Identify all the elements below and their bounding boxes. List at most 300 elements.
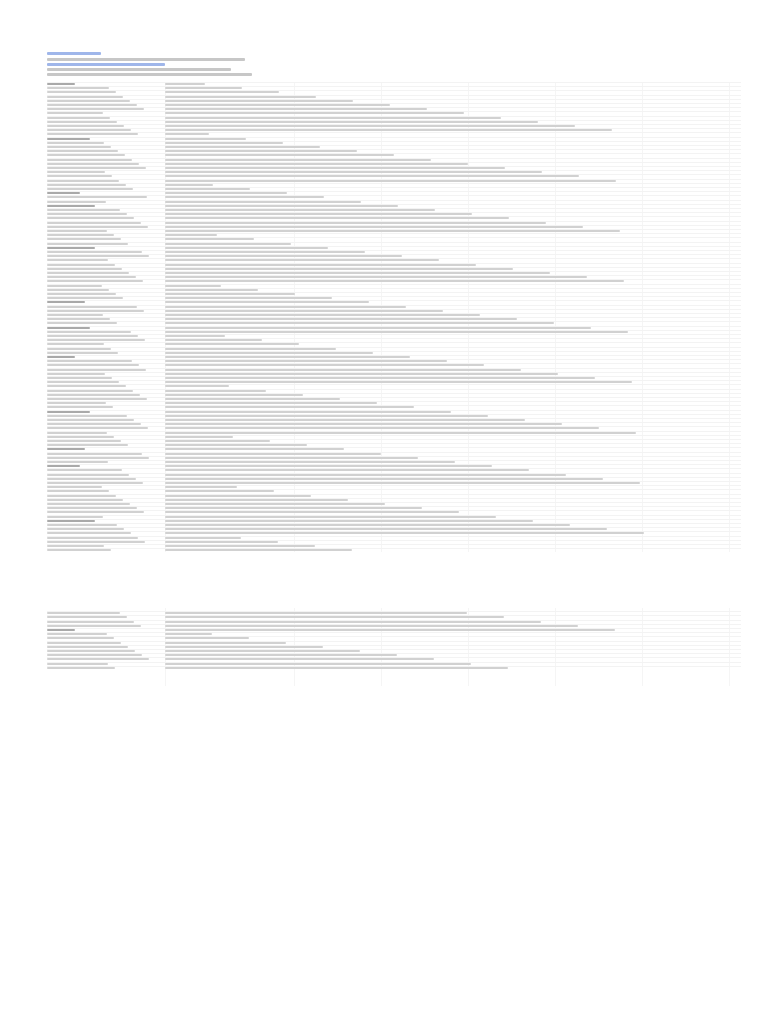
row-rule — [47, 485, 741, 486]
table-cell-label — [47, 293, 116, 295]
table-cell-label — [47, 453, 142, 455]
row-rule — [47, 145, 741, 146]
table-cell-value — [165, 180, 616, 182]
row-rule — [47, 187, 741, 188]
table-cell-value — [165, 381, 632, 383]
table-cell-value — [165, 146, 320, 148]
table-cell-label — [47, 390, 133, 392]
table-cell-label — [47, 423, 141, 425]
table-cell-label — [47, 436, 114, 438]
table-cell-label — [47, 625, 141, 627]
table-cell-value — [165, 524, 570, 526]
table-cell-value — [165, 301, 369, 303]
table-cell-label — [47, 621, 134, 623]
table-cell-label — [47, 356, 75, 358]
table-cell-value — [165, 142, 283, 144]
table-cell-label — [47, 83, 75, 85]
table-cell-value — [165, 415, 488, 417]
table-cell-value — [165, 108, 427, 110]
row-rule — [47, 443, 741, 444]
table-cell-value — [165, 209, 435, 211]
row-rule — [47, 132, 741, 133]
row-rule — [47, 338, 741, 339]
table-cell-value — [165, 293, 295, 295]
table-cell-value — [165, 243, 291, 245]
row-rule — [47, 99, 741, 100]
table-cell-value — [165, 327, 591, 329]
table-cell-label — [47, 276, 136, 278]
table-cell-label — [47, 650, 135, 652]
row-rule — [47, 250, 741, 251]
table-cell-label — [47, 633, 107, 635]
row-rule — [47, 645, 741, 646]
header-link-line[interactable] — [47, 52, 101, 55]
row-rule — [47, 195, 741, 196]
table-cell-value — [165, 201, 361, 203]
table-cell-label — [47, 541, 145, 543]
table-cell-label — [47, 217, 134, 219]
row-rule — [47, 548, 741, 549]
table-cell-value — [165, 373, 558, 375]
table-cell-value — [165, 427, 599, 429]
table-cell-value — [165, 175, 579, 177]
table-cell-value — [165, 616, 504, 618]
table-cell-value — [165, 213, 472, 215]
table-cell-label — [47, 474, 129, 476]
table-cell-label — [47, 520, 95, 522]
table-cell-value — [165, 331, 628, 333]
table-cell-value — [165, 532, 644, 534]
table-cell-value — [165, 272, 550, 274]
table-cell-label — [47, 234, 114, 236]
table-cell-label — [47, 201, 106, 203]
row-rule — [47, 347, 741, 348]
table-cell-value — [165, 339, 262, 341]
table-cell-label — [47, 230, 107, 232]
table-cell-value — [165, 448, 344, 450]
table-cell-label — [47, 642, 121, 644]
table-cell-label — [47, 482, 143, 484]
table-cell-label — [47, 507, 137, 509]
row-rule — [47, 90, 741, 91]
table-cell-value — [165, 390, 266, 392]
table-cell-value — [165, 482, 640, 484]
table-cell-value — [165, 654, 397, 656]
table-cell-value — [165, 306, 406, 308]
table-cell-label — [47, 121, 117, 123]
table-cell-label — [47, 154, 125, 156]
table-cell-value — [165, 255, 402, 257]
row-rule — [47, 452, 741, 453]
table-cell-label — [47, 289, 109, 291]
table-cell-value — [165, 276, 587, 278]
table-cell-label — [47, 629, 75, 631]
table-cell-value — [165, 125, 575, 127]
table-cell-value — [165, 658, 434, 660]
table-cell-label — [47, 209, 120, 211]
table-cell-label — [47, 251, 142, 253]
table-cell-label — [47, 96, 123, 98]
table-cell-label — [47, 654, 142, 656]
table-cell-value — [165, 528, 607, 530]
table-cell-label — [47, 352, 118, 354]
table-cell-label — [47, 432, 107, 434]
row-rule — [47, 351, 741, 352]
row-rule — [47, 439, 741, 440]
table-cell-value — [165, 138, 246, 140]
table-cell-label — [47, 188, 133, 190]
table-cell-label — [47, 465, 80, 467]
table-cell-value — [165, 511, 459, 513]
table-cell-label — [47, 637, 114, 639]
table-cell-value — [165, 469, 529, 471]
table-cell-value — [165, 112, 464, 114]
table-cell-label — [47, 297, 123, 299]
table-cell-label — [47, 192, 80, 194]
table-cell-label — [47, 373, 105, 375]
row-rule — [47, 246, 741, 247]
table-cell-label — [47, 499, 123, 501]
table-cell-value — [165, 222, 546, 224]
row-rule — [47, 242, 741, 243]
row-rule — [47, 200, 741, 201]
table-cell-label — [47, 478, 136, 480]
table-cell-label — [47, 658, 149, 660]
table-cell-value — [165, 285, 221, 287]
table-cell-value — [165, 637, 249, 639]
row-rule — [47, 389, 741, 390]
header-link-line[interactable] — [47, 63, 165, 66]
row-rule — [47, 544, 741, 545]
table-cell-label — [47, 394, 140, 396]
table-cell-value — [165, 369, 521, 371]
table-cell-value — [165, 310, 443, 312]
table-cell-value — [165, 264, 476, 266]
table-cell-value — [165, 280, 624, 282]
table-cell-label — [47, 91, 116, 93]
table-cell-label — [47, 339, 145, 341]
table-cell-value — [165, 402, 377, 404]
row-rule — [47, 288, 741, 289]
table-cell-label — [47, 125, 124, 127]
table-cell-value — [165, 234, 217, 236]
header-text-line — [47, 58, 245, 61]
table-cell-value — [165, 646, 323, 648]
table-cell-value — [165, 490, 274, 492]
table-cell-value — [165, 167, 505, 169]
row-rule — [47, 641, 741, 642]
table-cell-label — [47, 461, 108, 463]
table-cell-value — [165, 537, 241, 539]
table-cell-value — [165, 100, 353, 102]
spreadsheet-page — [47, 52, 741, 686]
table-cell-label — [47, 469, 122, 471]
table-cell-label — [47, 117, 110, 119]
table-cell-label — [47, 247, 95, 249]
table-cell-value — [165, 457, 418, 459]
row-rule — [47, 393, 741, 394]
table-cell-value — [165, 83, 205, 85]
table-cell-label — [47, 264, 115, 266]
table-cell-label — [47, 314, 103, 316]
table-cell-value — [165, 499, 348, 501]
table-cell-value — [165, 642, 286, 644]
table-cell-label — [47, 402, 106, 404]
table-cell-label — [47, 133, 138, 135]
table-cell-label — [47, 205, 95, 207]
row-rule — [47, 447, 741, 448]
table-cell-label — [47, 163, 139, 165]
table-cell-value — [165, 196, 324, 198]
row-rule — [47, 284, 741, 285]
table-cell-value — [165, 251, 365, 253]
table-cell-label — [47, 612, 120, 614]
table-cell-value — [165, 356, 410, 358]
table-cell-label — [47, 100, 130, 102]
table-cell-label — [47, 238, 121, 240]
table-cell-label — [47, 511, 144, 513]
table-cell-value — [165, 121, 538, 123]
data-table — [47, 82, 741, 686]
table-cell-value — [165, 104, 390, 106]
table-cell-value — [165, 364, 484, 366]
row-rule — [47, 397, 741, 398]
table-cell-label — [47, 440, 121, 442]
table-cell-label — [47, 377, 112, 379]
table-cell-value — [165, 507, 422, 509]
table-cell-value — [165, 377, 595, 379]
table-cell-label — [47, 108, 144, 110]
row-rule — [47, 149, 741, 150]
table-cell-value — [165, 625, 578, 627]
table-cell-label — [47, 385, 126, 387]
table-cell-value — [165, 230, 620, 232]
row-rule — [47, 183, 741, 184]
table-cell-label — [47, 104, 137, 106]
table-cell-value — [165, 133, 209, 135]
table-cell-value — [165, 503, 385, 505]
table-cell-value — [165, 633, 212, 635]
table-cell-label — [47, 406, 113, 408]
table-cell-value — [165, 478, 603, 480]
table-cell-value — [165, 385, 229, 387]
table-cell-label — [47, 259, 108, 261]
row-rule — [47, 82, 741, 83]
row-rule — [47, 494, 741, 495]
table-cell-value — [165, 322, 554, 324]
table-cell-label — [47, 457, 149, 459]
table-cell-label — [47, 524, 117, 526]
table-cell-value — [165, 163, 468, 165]
table-cell-label — [47, 427, 148, 429]
table-cell-value — [165, 348, 336, 350]
row-rule — [47, 300, 741, 301]
table-cell-value — [165, 192, 287, 194]
table-cell-value — [165, 360, 447, 362]
table-cell-value — [165, 205, 398, 207]
table-cell-value — [165, 297, 332, 299]
table-cell-label — [47, 532, 131, 534]
row-rule — [47, 292, 741, 293]
table-cell-value — [165, 394, 303, 396]
table-cell-value — [165, 495, 311, 497]
table-cell-value — [165, 663, 471, 665]
table-cell-value — [165, 150, 357, 152]
table-cell-label — [47, 306, 137, 308]
table-cell-label — [47, 129, 131, 131]
table-cell-label — [47, 213, 127, 215]
table-cell-value — [165, 436, 233, 438]
row-rule — [47, 141, 741, 142]
table-cell-label — [47, 301, 85, 303]
table-cell-value — [165, 117, 501, 119]
table-cell-label — [47, 537, 138, 539]
table-cell-label — [47, 516, 103, 518]
table-cell-value — [165, 91, 279, 93]
table-cell-label — [47, 171, 105, 173]
table-cell-value — [165, 621, 541, 623]
table-cell-label — [47, 280, 143, 282]
table-cell-value — [165, 541, 278, 543]
table-cell-label — [47, 327, 90, 329]
table-cell-value — [165, 268, 513, 270]
row-rule — [47, 636, 741, 637]
table-cell-label — [47, 528, 124, 530]
row-rule — [47, 137, 741, 138]
table-cell-value — [165, 96, 316, 98]
table-cell-label — [47, 490, 109, 492]
table-cell-label — [47, 448, 85, 450]
table-cell-label — [47, 146, 111, 148]
table-cell-value — [165, 184, 213, 186]
table-cell-label — [47, 226, 148, 228]
table-cell-value — [165, 289, 258, 291]
table-cell-value — [165, 343, 299, 345]
row-rule — [47, 536, 741, 537]
table-cell-label — [47, 272, 129, 274]
table-cell-value — [165, 545, 315, 547]
table-cell-value — [165, 612, 467, 614]
table-cell-value — [165, 411, 451, 413]
table-cell-value — [165, 444, 307, 446]
table-cell-value — [165, 516, 496, 518]
table-cell-label — [47, 415, 127, 417]
table-cell-label — [47, 159, 132, 161]
table-cell-value — [165, 465, 492, 467]
table-cell-label — [47, 112, 103, 114]
table-cell-label — [47, 243, 128, 245]
table-cell-label — [47, 667, 115, 669]
table-cell-value — [165, 432, 636, 434]
table-cell-label — [47, 196, 147, 198]
table-cell-label — [47, 343, 104, 345]
table-cell-label — [47, 138, 90, 140]
table-cell-value — [165, 461, 455, 463]
table-cell-label — [47, 184, 126, 186]
table-cell-value — [165, 667, 508, 669]
table-cell-value — [165, 159, 431, 161]
table-cell-label — [47, 222, 141, 224]
table-cell-label — [47, 348, 111, 350]
table-cell-value — [165, 217, 509, 219]
table-cell-value — [165, 188, 250, 190]
table-cell-label — [47, 364, 139, 366]
table-cell-value — [165, 352, 373, 354]
row-rule — [47, 435, 741, 436]
row-rule — [47, 296, 741, 297]
table-cell-value — [165, 650, 360, 652]
table-cell-label — [47, 549, 111, 551]
table-cell-value — [165, 406, 414, 408]
table-cell-label — [47, 285, 102, 287]
table-cell-label — [47, 444, 128, 446]
table-cell-label — [47, 360, 132, 362]
row-rule — [47, 632, 741, 633]
row-rule — [47, 86, 741, 87]
table-cell-value — [165, 398, 340, 400]
row-rule — [47, 502, 741, 503]
row-rule — [47, 334, 741, 335]
table-cell-label — [47, 381, 119, 383]
table-cell-label — [47, 331, 131, 333]
table-cell-label — [47, 318, 110, 320]
table-cell-value — [165, 549, 352, 551]
table-cell-label — [47, 419, 134, 421]
table-cell-value — [165, 154, 394, 156]
table-cell-label — [47, 663, 108, 665]
table-cell-value — [165, 453, 381, 455]
table-cell-label — [47, 150, 118, 152]
row-rule — [47, 233, 741, 234]
table-cell-value — [165, 318, 517, 320]
table-cell-value — [165, 171, 542, 173]
table-cell-value — [165, 423, 562, 425]
row-rule — [47, 540, 741, 541]
table-cell-label — [47, 87, 109, 89]
table-cell-value — [165, 259, 439, 261]
table-cell-label — [47, 180, 119, 182]
table-cell-label — [47, 335, 138, 337]
table-cell-value — [165, 87, 242, 89]
table-cell-label — [47, 495, 116, 497]
table-cell-label — [47, 310, 144, 312]
table-cell-label — [47, 142, 104, 144]
table-cell-value — [165, 226, 583, 228]
table-cell-value — [165, 440, 270, 442]
table-cell-value — [165, 629, 615, 631]
row-rule — [47, 401, 741, 402]
table-cell-value — [165, 129, 612, 131]
table-cell-label — [47, 268, 122, 270]
table-cell-label — [47, 646, 128, 648]
table-cell-label — [47, 411, 90, 413]
table-cell-label — [47, 398, 147, 400]
table-cell-label — [47, 545, 104, 547]
row-rule — [47, 342, 741, 343]
table-cell-value — [165, 474, 566, 476]
table-cell-label — [47, 369, 146, 371]
table-cell-value — [165, 314, 480, 316]
row-rule — [47, 237, 741, 238]
table-cell-label — [47, 486, 102, 488]
header-text-line — [47, 73, 252, 76]
header-text-line — [47, 68, 231, 71]
table-cell-label — [47, 322, 117, 324]
table-cell-label — [47, 167, 146, 169]
row-rule — [47, 191, 741, 192]
table-cell-label — [47, 616, 127, 618]
row-rule — [47, 153, 741, 154]
